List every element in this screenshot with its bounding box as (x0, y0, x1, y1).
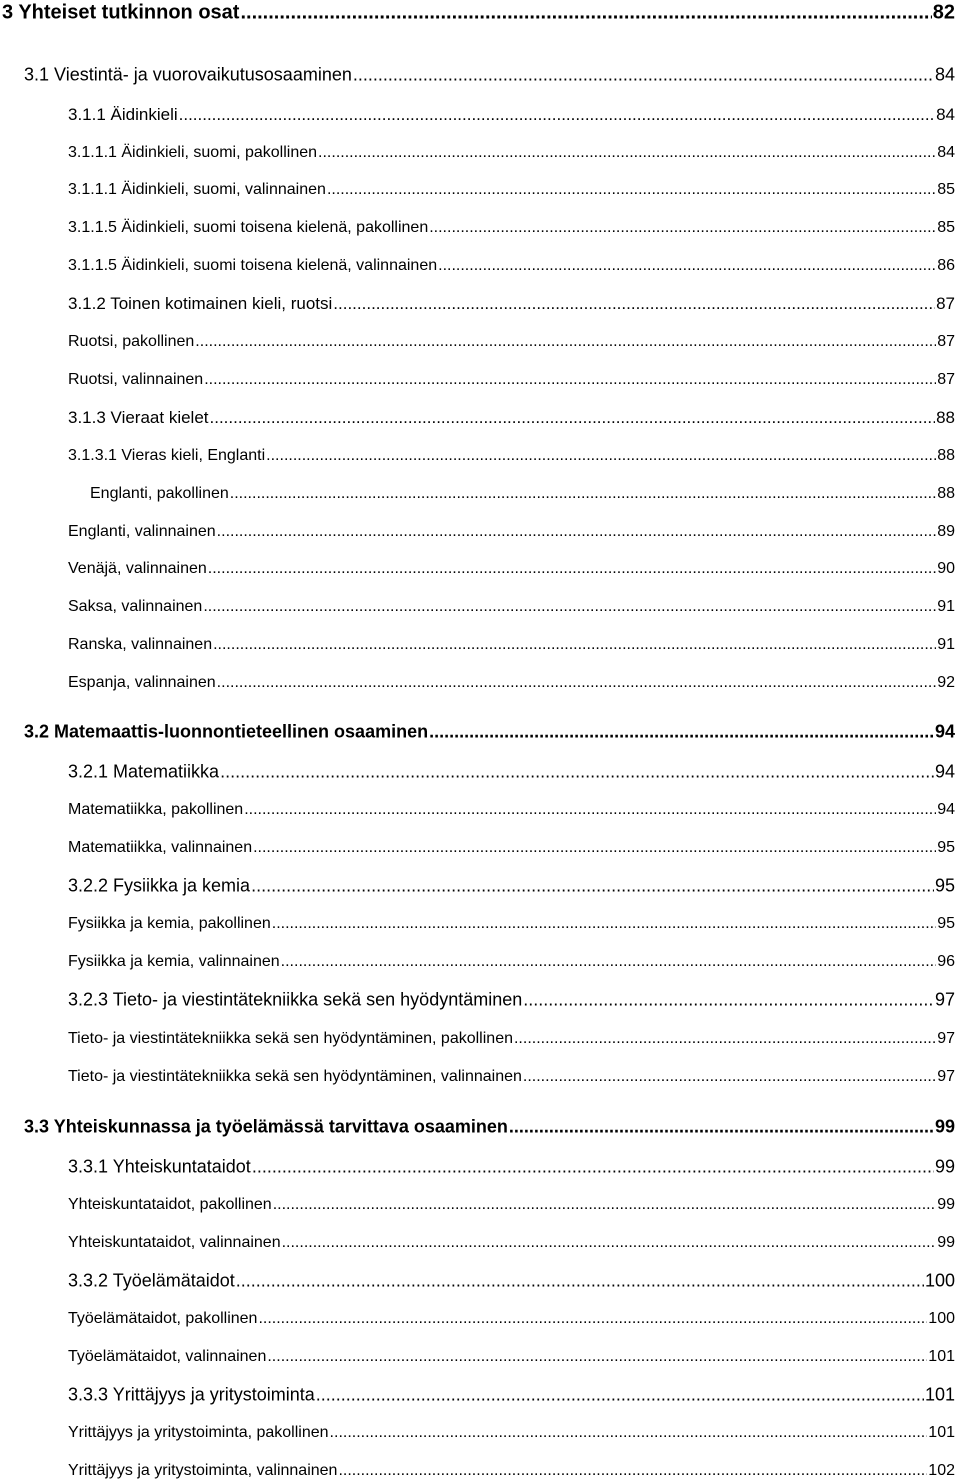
toc-leader (203, 598, 936, 616)
toc-leader (217, 523, 937, 541)
toc-entry-title: Fysiikka ja kemia, pakollinen (68, 914, 271, 932)
toc-entry-page: 102 (928, 1461, 955, 1479)
toc-entry-title: Yrittäjyys ja yritystoiminta, valinnainen (68, 1461, 338, 1479)
toc-leader (266, 447, 936, 465)
toc-leader (244, 801, 936, 819)
toc-entry-title: 3.1.3 Vieraat kielet (68, 408, 209, 428)
toc-entry-item[interactable] (68, 257, 955, 275)
toc-leader (316, 1385, 924, 1406)
toc-entry-page: 87 (936, 294, 955, 314)
toc-entry-page: 85 (937, 218, 955, 236)
toc-entry-item[interactable] (68, 1424, 955, 1442)
toc-entry-title: 3.1.1.5 Äidinkieli, suomi toisena kielenä, valinnainen (68, 256, 438, 274)
toc-entry-item[interactable] (68, 447, 955, 465)
toc-leader (258, 1310, 927, 1328)
toc-entry-title: Tieto- ja viestintätekniikka sekä sen hyödyntäminen, valinnainen (68, 1067, 522, 1085)
toc-leader (208, 560, 936, 578)
toc-leader (251, 876, 934, 897)
toc-entry-page: 87 (937, 332, 955, 350)
toc-entry-title: 3.1.1.1 Äidinkieli, suomi, pakollinen (68, 143, 318, 161)
toc-entry-page: 88 (937, 484, 955, 502)
toc-entry-item[interactable] (68, 674, 955, 692)
toc-entry-title: 3.3.1 Yhteiskuntataidot (68, 1156, 251, 1177)
toc-entry-item[interactable] (68, 801, 955, 819)
toc-entry-title: Työelämätaidot, pakollinen (68, 1309, 258, 1327)
toc-entry-subsection[interactable] (68, 1157, 955, 1178)
toc-entry-page: 94 (934, 721, 955, 742)
toc-leader (330, 1424, 928, 1442)
toc-entry-title: 3.2.1 Matematiikka (68, 761, 220, 782)
toc-leader (523, 1068, 936, 1086)
toc-entry-title: 3.2.3 Tieto- ja viestintätekniikka sekä sen hyödyntäminen (68, 989, 523, 1010)
toc-leader (252, 1157, 934, 1178)
toc-entry-title: Englanti, pakollinen (90, 484, 229, 502)
toc-entry-item[interactable] (68, 523, 955, 541)
toc-entry-page: 96 (937, 952, 955, 970)
toc-entry-item[interactable] (68, 219, 955, 237)
toc-entry-page: 97 (934, 989, 955, 1010)
toc-entry-page: 95 (937, 838, 955, 856)
toc-entry-subsection[interactable] (68, 876, 955, 897)
toc-entry-item[interactable] (68, 953, 955, 971)
toc-entry-page: 101 (928, 1423, 955, 1441)
toc-entry-title: Matematiikka, valinnainen (68, 838, 253, 856)
toc-leader (220, 762, 934, 783)
toc-entry-page: 100 (924, 1270, 955, 1291)
toc-entry-page: 87 (937, 370, 955, 388)
toc-entry-subsection[interactable] (68, 1385, 955, 1406)
toc-entry-item[interactable] (68, 1030, 955, 1048)
toc-entry-title: Matematiikka, pakollinen (68, 800, 244, 818)
toc-entry-item[interactable] (68, 1462, 955, 1480)
toc-leader (514, 1030, 936, 1048)
toc-entry-page: 91 (937, 597, 955, 615)
toc-entry-item[interactable] (68, 636, 955, 654)
toc-entry-title: Saksa, valinnainen (68, 597, 203, 615)
toc-entry-title: Fysiikka ja kemia, valinnainen (68, 952, 280, 970)
toc-entry-page: 94 (937, 800, 955, 818)
toc-entry-title: Ranska, valinnainen (68, 635, 213, 653)
toc-entry-subsection[interactable] (68, 408, 955, 428)
toc-entry-item[interactable] (68, 333, 955, 351)
toc-entry-page: 99 (937, 1233, 955, 1251)
toc-entry-title: 3 Yhteiset tutkinnon osat (2, 1, 240, 24)
toc-entry-section[interactable] (24, 722, 955, 743)
toc-entry-item[interactable] (68, 1310, 955, 1328)
toc-entry-page: 84 (936, 105, 955, 125)
toc-leader (273, 1196, 937, 1214)
toc-leader (429, 219, 936, 237)
toc-entry-title: 3.1.2 Toinen kotimainen kieli, ruotsi (68, 294, 333, 314)
toc-entry-item[interactable] (68, 1348, 955, 1366)
toc-entry-title: 3.1.3.1 Vieras kieli, Englanti (68, 446, 266, 464)
toc-entry-page: 84 (934, 64, 955, 85)
toc-entry-item[interactable] (68, 1068, 955, 1086)
toc-entry-item[interactable] (68, 371, 955, 389)
toc-entry-section[interactable] (24, 1117, 955, 1138)
toc-entry-item[interactable] (68, 915, 955, 933)
toc-entry-page: 101 (924, 1384, 955, 1405)
toc-entry-subsection[interactable] (68, 1271, 955, 1292)
toc-entry-title: Yrittäjyys ja yritystoiminta, pakollinen (68, 1423, 329, 1441)
toc-entry-title: 3.1.1.1 Äidinkieli, suomi, valinnainen (68, 180, 326, 198)
toc-entry-title: Työelämätaidot, valinnainen (68, 1347, 267, 1365)
toc-entry-title: 3.1.1.5 Äidinkieli, suomi toisena kielenä, pakollinen (68, 218, 429, 236)
toc-entry-page: 94 (934, 761, 955, 782)
toc-entry-page: 86 (937, 256, 955, 274)
toc-entry-title: Yhteiskuntataidot, pakollinen (68, 1195, 272, 1213)
toc-leader (236, 1271, 924, 1292)
toc-entry-item[interactable] (68, 1196, 955, 1214)
toc-leader (338, 1462, 927, 1480)
toc-leader (438, 257, 936, 275)
toc-entry-subsection[interactable] (68, 105, 955, 125)
toc-entry-page: 89 (937, 522, 955, 540)
toc-entry-page: 91 (937, 635, 955, 653)
toc-leader (253, 839, 936, 857)
toc-entry-title: Yhteiskuntataidot, valinnainen (68, 1233, 281, 1251)
toc-entry-page: 99 (934, 1116, 955, 1137)
toc-entry-title: Tieto- ja viestintätekniikka sekä sen hyödyntäminen, pakollinen (68, 1029, 513, 1047)
toc-entry-title: 3.1 Viestintä- ja vuorovaikutusosaaminen (24, 64, 352, 85)
toc-entry-title: Ruotsi, pakollinen (68, 332, 195, 350)
toc-leader (353, 65, 934, 86)
toc-entry-item[interactable] (90, 485, 955, 503)
toc-leader (210, 408, 936, 428)
toc-leader (195, 333, 936, 351)
toc-entry-item[interactable] (68, 144, 955, 162)
toc-leader (429, 722, 934, 743)
toc-entry-page: 99 (937, 1195, 955, 1213)
toc-leader (333, 294, 935, 314)
toc-entry-page: 97 (937, 1067, 955, 1085)
toc-entry-page: 100 (928, 1309, 955, 1327)
toc-leader (267, 1348, 927, 1366)
toc-entry-page: 97 (937, 1029, 955, 1047)
toc-entry-chapter[interactable] (2, 2, 955, 25)
toc-leader (179, 105, 935, 125)
toc-leader (272, 915, 936, 933)
toc-entry-item[interactable] (68, 839, 955, 857)
toc-leader (217, 674, 937, 692)
toc-entry-item[interactable] (68, 560, 955, 578)
toc-entry-page: 101 (928, 1347, 955, 1365)
toc-entry-section[interactable] (24, 65, 955, 86)
toc-entry-title: 3.2 Matemaattis-luonnontieteellinen osaaminen (24, 721, 429, 742)
toc-leader (281, 953, 937, 971)
toc-leader (318, 144, 936, 162)
toc-entry-page: 90 (937, 559, 955, 577)
toc-entry-title: 3.1.1 Äidinkieli (68, 105, 178, 125)
toc-leader (204, 371, 936, 389)
toc-leader (327, 181, 936, 199)
toc-entry-title: Espanja, valinnainen (68, 673, 216, 691)
toc-entry-subsection[interactable] (68, 294, 955, 314)
toc-leader (509, 1117, 934, 1138)
toc-entry-title: Venäjä, valinnainen (68, 559, 207, 577)
toc-entry-page: 84 (937, 143, 955, 161)
toc-leader (240, 2, 931, 25)
toc-entry-page: 92 (937, 673, 955, 691)
toc-entry-page: 88 (936, 408, 955, 428)
toc-leader (230, 485, 936, 503)
toc-leader (282, 1234, 937, 1252)
toc-entry-page: 95 (937, 914, 955, 932)
toc-entry-title: 3.3.3 Yrittäjyys ja yritystoiminta (68, 1384, 315, 1405)
toc-entry-title: 3.3.2 Työelämätaidot (68, 1270, 235, 1291)
toc-entry-item[interactable] (68, 181, 955, 199)
toc-entry-page: 88 (937, 446, 955, 464)
toc-entry-item[interactable] (68, 1234, 955, 1252)
toc-entry-title: 3.3 Yhteiskunnassa ja työelämässä tarvittava osaaminen (24, 1116, 508, 1137)
toc-entry-subsection[interactable] (68, 990, 955, 1011)
toc-entry-title: 3.2.2 Fysiikka ja kemia (68, 875, 251, 896)
toc-entry-title: Ruotsi, valinnainen (68, 370, 204, 388)
toc-entry-page: 95 (934, 875, 955, 896)
toc-entry-page: 99 (934, 1156, 955, 1177)
toc-entry-title: Englanti, valinnainen (68, 522, 216, 540)
toc-leader (523, 990, 934, 1011)
toc-entry-page: 82 (932, 1, 955, 24)
toc-entry-page: 85 (937, 180, 955, 198)
toc-entry-subsection[interactable] (68, 762, 955, 783)
toc-leader (213, 636, 936, 654)
toc-entry-item[interactable] (68, 598, 955, 616)
